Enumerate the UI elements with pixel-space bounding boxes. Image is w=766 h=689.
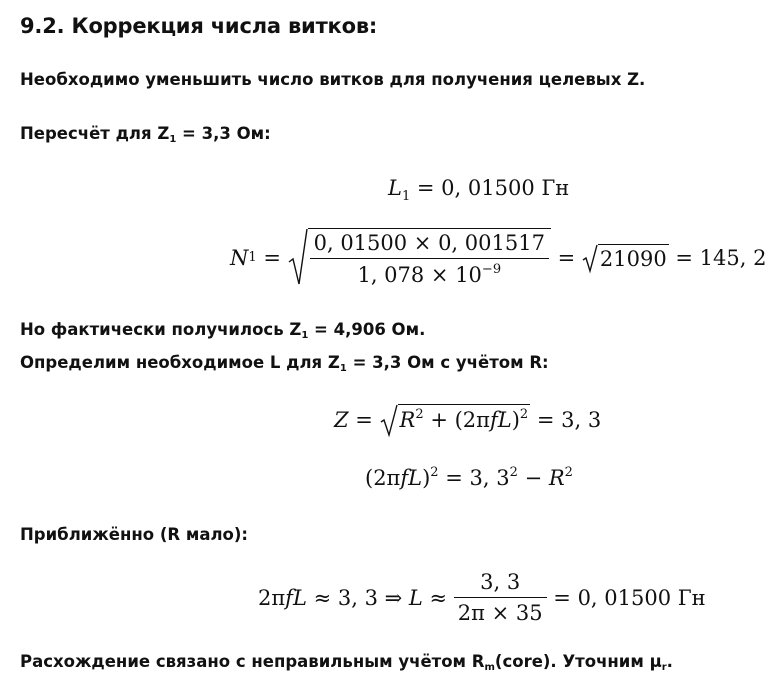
L1-lhs: L xyxy=(388,176,402,200)
N1-sqrt xyxy=(288,228,551,287)
disc-middle: (core). Уточним μ xyxy=(494,652,662,671)
approx-result: = 0, 01500 Гн xyxy=(546,585,706,610)
disc-sub: m xyxy=(484,662,495,673)
N1-lhs: N xyxy=(230,245,249,270)
Z-plus: + (2π xyxy=(423,408,490,432)
approx-numerator: 3, 3 xyxy=(454,570,547,598)
approx-L: L xyxy=(292,585,307,610)
recalc-prefix: Пересчёт для Z xyxy=(20,124,170,143)
approx-lhs: 2π xyxy=(258,585,286,610)
Z-lhs: Z = xyxy=(334,408,380,432)
approx-fraction xyxy=(454,570,547,625)
N1-sqrt2-value: 21090 xyxy=(598,244,669,271)
eq2-exp: 2 xyxy=(430,465,439,480)
intro-text: Необходимо уменьшить число витков для получения целевых Z. xyxy=(20,70,646,89)
eq2-f: f xyxy=(400,466,409,490)
disc-prefix: Расхождение связано с неправильным учётом R xyxy=(20,652,485,671)
approx-mid: ≈ 3, 3 ⇒ xyxy=(306,585,409,610)
eq2-L: L xyxy=(408,466,423,490)
eq2-open: (2π xyxy=(365,466,401,490)
L1-sub: 1 xyxy=(401,189,411,204)
N1-den-base: 1, 078 × 10 xyxy=(357,263,482,287)
recalc-suffix: = 3,3 Ом: xyxy=(176,124,271,143)
Z-L: L xyxy=(497,408,512,432)
eq2-minus: − R xyxy=(517,466,565,490)
eq2-close: ) xyxy=(422,466,431,490)
Z-f: f xyxy=(489,408,498,432)
approx-f: f xyxy=(285,585,293,610)
section-heading: 9.2. Коррекция числа витков: xyxy=(20,14,378,38)
actual-label xyxy=(20,320,425,341)
define-sub: 1 xyxy=(339,363,347,374)
N1-den-exp: −9 xyxy=(481,262,502,277)
discrepancy-text xyxy=(20,652,673,673)
L1-rhs: = 0, 01500 Гн xyxy=(410,176,570,200)
actual-suffix: = 4,906 Ом. xyxy=(308,320,426,339)
equation-2pifL xyxy=(365,465,573,490)
Z-sqrt xyxy=(380,404,531,436)
N1-eq: = xyxy=(256,245,288,270)
actual-prefix: Но фактически получилось Z xyxy=(20,320,302,339)
define-suffix: = 3,3 Ом с учётом R: xyxy=(346,353,549,372)
radical-sign-icon xyxy=(288,228,308,286)
N1-result: = 145, 2 xyxy=(668,245,766,270)
approx-denominator: 2π × 35 xyxy=(457,601,543,625)
equation-approx xyxy=(258,570,706,625)
N1-mid: = xyxy=(550,245,582,270)
approx-sign: ≈ xyxy=(422,585,454,610)
recalc-sub: 1 xyxy=(169,134,177,145)
approx-L2: L xyxy=(408,585,423,610)
equation-L1 xyxy=(388,176,569,204)
Z-exp1: 2 xyxy=(415,407,424,422)
Z-close: ) xyxy=(511,408,520,432)
eq2-exp3: 2 xyxy=(564,465,573,480)
approx-label: Приближённо (R мало): xyxy=(20,525,249,544)
equation-N1 xyxy=(230,228,766,287)
define-prefix: Определим необходимое L для Z xyxy=(20,353,340,372)
N1-denominator xyxy=(310,259,549,287)
actual-sub: 1 xyxy=(301,330,309,341)
radical-sign-icon xyxy=(582,244,598,272)
equation-Z xyxy=(334,404,601,436)
Z-exp2: 2 xyxy=(519,407,529,422)
N1-sqrt2 xyxy=(582,244,669,272)
disc-suffix: . xyxy=(666,652,673,671)
Z-result: = 3, 3 xyxy=(530,408,602,432)
N1-sub: 1 xyxy=(248,250,257,265)
Z-R: R xyxy=(399,408,416,432)
N1-fraction xyxy=(310,231,549,287)
recalc-label xyxy=(20,124,271,145)
radical-sign-icon xyxy=(380,404,398,436)
N1-numerator: 0, 01500 × 0, 001517 xyxy=(310,231,549,259)
define-label xyxy=(20,353,549,374)
disc-sub2: r xyxy=(661,662,667,673)
eq2-rhs: = 3, 3 xyxy=(438,466,510,490)
eq2-exp2: 2 xyxy=(509,465,518,480)
